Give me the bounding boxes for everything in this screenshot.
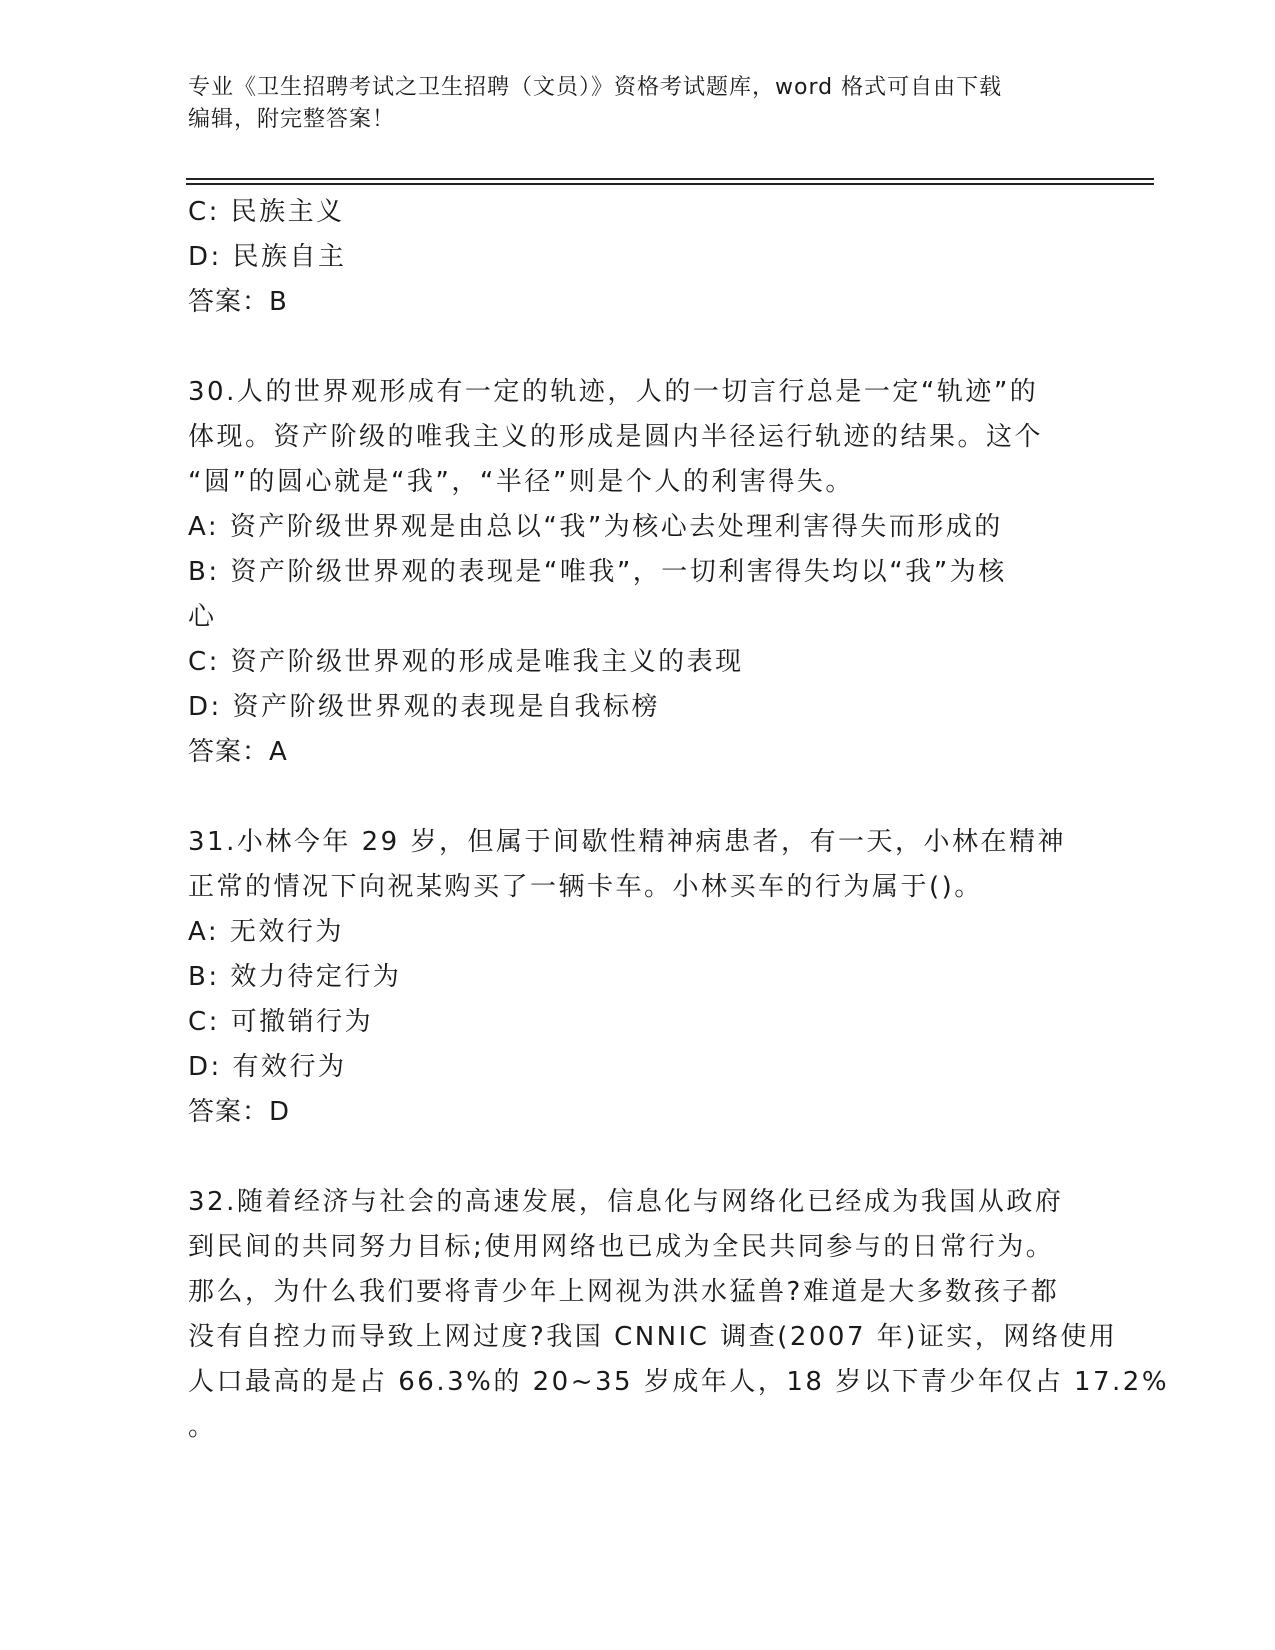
option-d: D: 有效行为 [188, 1052, 347, 1082]
question-30 [188, 370, 1088, 775]
spacer [188, 1135, 1088, 1180]
question-31 [188, 820, 1088, 1135]
option-b: B: 资产阶级世界观的表现是“唯我”，一切利害得失均以“我”为核 [188, 557, 1007, 587]
option-d: D: 资产阶级世界观的表现是自我标榜 [188, 692, 661, 722]
question-stem-line: 31.小林今年 29 岁，但属于间歇性精神病患者，有一天，小林在精神 [188, 827, 1066, 857]
question-stem-line: 到民间的共同努力目标;使用网络也已成为全民共同参与的日常行为。 [188, 1232, 1055, 1262]
question-32 [188, 1180, 1170, 1450]
header-line-1: 专业《卫生招聘考试之卫生招聘（文员）》资格考试题库，word 格式可自由下载 [188, 75, 1003, 100]
question-stem-line: 没有自控力而导致上网过度?我国 CNNIC 调查(2007 年)证实，网络使用 [188, 1322, 1118, 1352]
option-a: A: 无效行为 [188, 917, 344, 947]
question-stem-line: 30.人的世界观形成有一定的轨迹，人的一切言行总是一定“轨迹”的 [188, 377, 1039, 407]
document-header [188, 72, 1088, 136]
option-d: D: 民族自主 [188, 242, 347, 272]
answer-line: 答案：D [188, 1097, 291, 1127]
question-29-tail [188, 190, 1088, 325]
question-stem-line: 正常的情况下向祝某购买了一辆卡车。小林买车的行为属于()。 [188, 872, 983, 902]
spacer [188, 325, 1088, 370]
option-c: C: 资产阶级世界观的形成是唯我主义的表现 [188, 647, 744, 677]
header-line-2: 编辑，附完整答案！ [188, 107, 396, 132]
question-stem-line: 32.随着经济与社会的高速发展，信息化与网络化已经成为我国从政府 [188, 1187, 1064, 1217]
option-b: B: 效力待定行为 [188, 962, 402, 992]
header-divider-top [186, 178, 1154, 180]
question-stem-line: 那么，为什么我们要将青少年上网视为洪水猛兽?难道是大多数孩子都 [188, 1277, 1060, 1307]
answer-line: 答案：B [188, 287, 288, 317]
option-b-continued: 心 [188, 602, 217, 632]
header-divider-bottom [186, 183, 1154, 185]
option-c: C: 可撤销行为 [188, 1007, 374, 1037]
question-stem-line: 。 [188, 1412, 217, 1442]
question-stem-line: “圆”的圆心就是“我”，“半径”则是个人的利害得失。 [188, 467, 854, 497]
spacer [188, 775, 1088, 820]
question-stem-line: 体现。资产阶级的唯我主义的形成是圆内半径运行轨迹的结果。这个 [188, 422, 1044, 452]
question-stem-line: 人口最高的是占 66.3%的 20~35 岁成年人，18 岁以下青少年仅占 17.2% [188, 1367, 1170, 1397]
answer-line: 答案：A [188, 737, 288, 767]
option-c: C: 民族主义 [188, 197, 345, 227]
document-body [188, 190, 1170, 1450]
option-a: A: 资产阶级世界观是由总以“我”为核心去处理利害得失而形成的 [188, 512, 1003, 542]
